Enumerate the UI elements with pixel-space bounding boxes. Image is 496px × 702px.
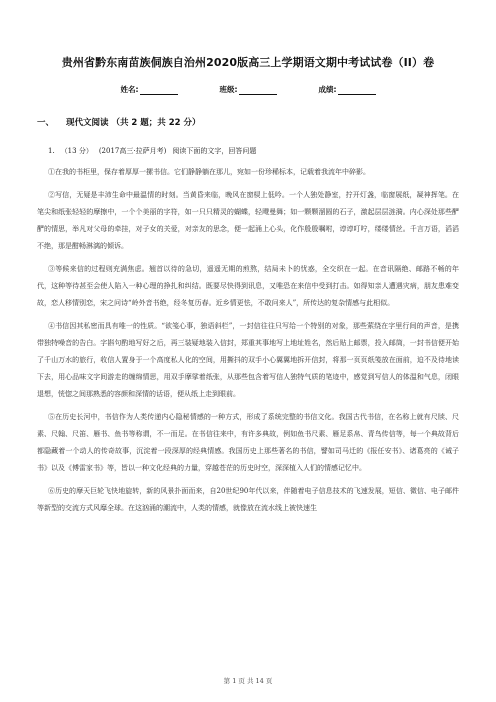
section-title: 现代文阅读 （共 2 题；共 22 分） <box>66 118 201 128</box>
name-field <box>121 84 178 95</box>
class-field <box>220 84 277 95</box>
passage-paragraph: ①在我的书柜里，保存着厚厚一摞书信。它们静静躺在那儿，宛如一份珍稀标本，记载着我流年中碎影。 <box>48 168 370 176</box>
passage-paragraph: ④书信因其私密而具有唯一的性质。“欲笺心事，独语斜栏”，一封信往往只写给一个特别的对象，那些萦绕在字里行间的声音，是携带独特噪音的告白。字斟句酌地写好之后，再三装疑地装入信封，郑重其事地写上地址姓名，然后贴上邮票，投入邮筒，一封书信便开始了千山万水的旅行，收信人置身于一个高度私人化的空间，用撕抖的双手小心翼翼地拆开信封，将那一页页纸笺放在面前，迫不及待地读下去，用心品味文字间游走的缠绵情思，用双手摩挲着纸张，从那些包含着写信人独特气质的笔迹中，感觉到写信人的体温和气息，闭眼退想，恍惚之间那熟悉的容颜和深情的话语，便从纸上走到眼前。 <box>37 322 459 398</box>
question-header <box>48 146 468 156</box>
score-field <box>319 84 376 95</box>
reading-passage <box>37 164 459 523</box>
question-points: （13 分） <box>60 147 93 155</box>
section-number: 一、 <box>37 118 55 128</box>
page-footer: 第 1 页 共 14 页 <box>223 677 273 685</box>
question-source: (2017高三·拉萨月考) <box>98 147 167 155</box>
exam-title: 贵州省黔东南苗族侗族自治州2020版高三上学期语文期中考试试卷（II）卷 <box>61 56 435 69</box>
score-blank <box>338 86 376 95</box>
passage-paragraph: ③等候来信的过程则充满焦虑。翘首以待的急切，遥遥无期的煎熬，结局未卜的忧惑，全交织在一起。在音讯隔绝、邮路不畅的年代，这种等待甚至会使人陷入一种心理的挣扎和纠结。既要尽快得到讯息，又唯恐在来信中受到打击。如得知亲人遭遇灾病，朋友患难变故，恋人移情别恋，宋之问诗“岭外音书绝，经冬复历春。近乡情更怯，不敢问来人”，所传达的复杂情感与此相似。 <box>37 265 459 307</box>
passage-paragraph: ⑥历史的摩天巨轮飞快地旋转，新的风景扑面而来，自20世纪90年代以来，伴随着电子信息技术的飞速发展，短信、微信、电子邮件等新型的交流方式风靡全球。在这汹涌的潮流中，人类的情感，就像放在流水线上被快速生 <box>37 487 459 512</box>
passage-paragraph: ⑤在历史长河中，书信作为人类传递内心隐秘情感的一种方式，形成了系统完整的书信文化。我国古代书信，在名称上就有尺牍、尺素、尺翰、尺笛、雁书、鱼书等称谓，不一而足。在书信往来中，有许多典故，例如鱼书尺素、雁足系帛、青鸟传信等，每一个典故背后都隐藏着一个动人的传奇故事，沉淀着一段深厚的经典情感。我国历史上那些著名的书信，譬如司马迁的《报任安书》、诸葛亮的《诫子书》以及《傅雷家书》等，皆以一种文化经典的力量，穿越苍茫的历史时空，深深植入人们的情感记忆中。 <box>37 413 459 472</box>
passage-paragraph: ②写信，无疑是丰沛生命中最温情的时刻。当黄昏来临，晚风在窗棂上低吟。一个人独处静室，拧开灯盏，临窗展纸，凝神挥笔。在笔尖和纸张轻轻的摩擦中，一个个美丽的字符，如一只只精灵的蝴蝶，轻飕曼舞；如一颗颗溜圆的石子，激起层层涟漪。内心深处那些酽酽的情思，举凡对父母的牵挂，对子女的关爱，对亲友的思念，便一起涌上心头，化作殷殷嘱咐，谆谆叮咛，缕缕情丝。千言万语，滔滔不绝，那是酣畅淋漓的倾诉。 <box>37 191 459 250</box>
class-label: 班级: <box>219 85 238 94</box>
question-number: 1. <box>48 147 55 155</box>
question-instruction: 阅读下面的文字，回答问题 <box>172 147 257 155</box>
section-heading <box>37 116 213 128</box>
name-blank <box>140 86 178 95</box>
student-info-row <box>0 84 496 95</box>
class-blank <box>239 86 277 95</box>
score-label: 成绩: <box>318 85 337 94</box>
name-label: 姓名: <box>120 85 139 94</box>
